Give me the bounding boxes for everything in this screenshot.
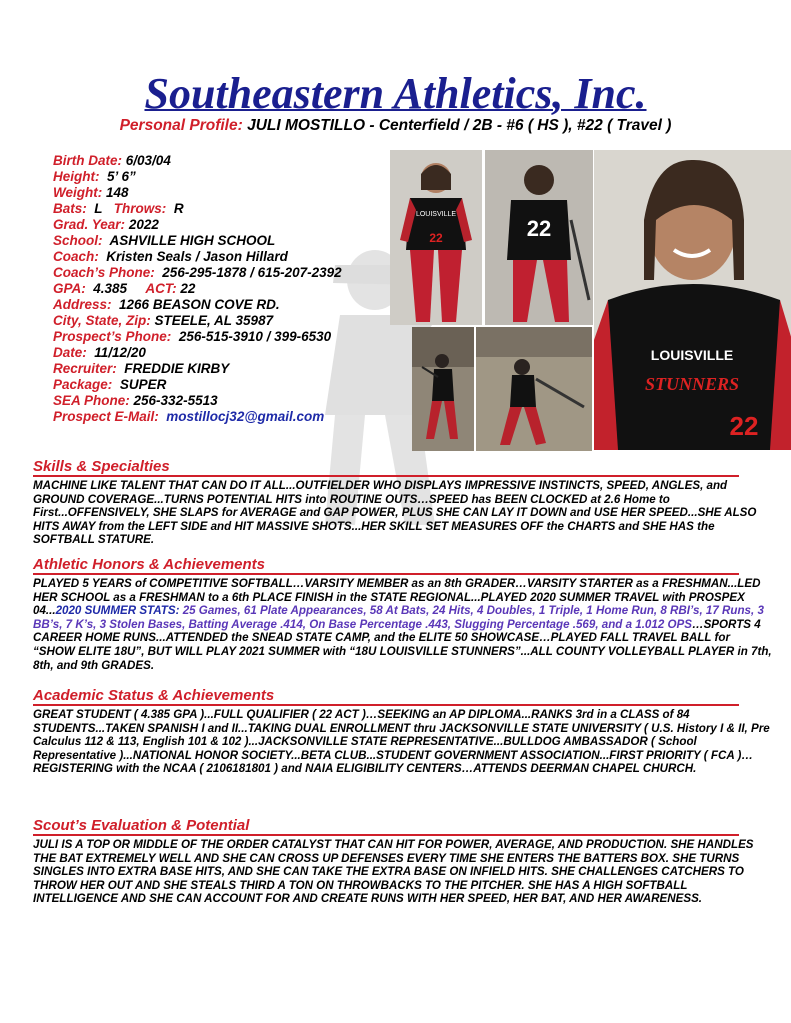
info-grad-year: Grad. Year: 2022 <box>53 217 159 232</box>
info-birth-date: Birth Date: 6/03/04 <box>53 153 171 168</box>
skills-body: MACHINE LIKE TALENT THAT CAN DO IT ALL...OUTFIELDER WHO DISPLAYS IMPRESSIVE INSTINCTS, SPEED, ANGLES, and GROUND COVERAGE...TURNS POTENTIAL HITS into ROUTINE OUTS…SPEED has BEEN CLOCKED at 2.6 Home to First...OFFENSIVELY, SHE SLAPS for AVERAGE and GAP POWER, PLUS SHE CAN LAY IT DOWN and USE HER SPEED...SHE ALSO HITS AWAY from the LEFT SIDE and HIT MASSIVE SHOTS...HER SKILL SET MEASURES OFF the CHARTS and SHE HAS the SOFTBALL STATURE. <box>33 479 757 547</box>
info-weight: Weight: 148 <box>53 185 129 200</box>
info-package: Package: SUPER <box>53 377 167 392</box>
profile-name: JULI MOSTILLO - Centerfield / 2B - #6 ( HS ), #22 ( Travel ) <box>247 117 672 134</box>
info-sea-phone: SEA Phone: 256-332-5513 <box>53 393 218 408</box>
athletic-body: PLAYED 5 YEARS of COMPETITIVE SOFTBALL…VARSITY MEMBER as an 8th GRADER…VARSITY STARTER as a FRESHMAN...LED HER SCHOOL as a FRESHMAN to a 6th PLACE FINISH in the STATE REGIONAL...PLAYED 2020 SUMMER TRAVEL with PROSPEX 04...2020 SUMMER STATS: 25 Games, 61 Plate Appearances, 58 At Bats, 24 Hits, 4 Doubles, 1 Triple, 1 Home Run, 8 RBI’s, 17 Runs, 3 BB’s, 7 K’s, 3 Stolen Bases, Batting Average .414, On Base Percentage .443, Slugging Percentage .569, and a 1.012 OPS…SPORTS 4 CAREER HOME RUNS...ATTENDED the SNEAD STATE CAMP, and the ELITE 50 SHOWCASE…PLAYED FALL TRAVEL BALL for “SHOW ELITE 18U”, BUT WILL PLAY 2021 SUMMER with “18U LOUISVILLE STUNNERS”...ALL COUNTY VOLLEYBALL PLAYER in 7th, 8th, and 9th GRADES. <box>33 577 772 672</box>
jersey-number-text: 22 <box>429 231 443 245</box>
info-school: School: ASHVILLE HIGH SCHOOL <box>53 233 276 248</box>
player-portrait <box>594 150 791 450</box>
player-action-photo-2 <box>476 327 592 451</box>
info-address: Address: 1266 BEASON COVE RD. <box>53 297 280 312</box>
info-date: Date: 11/12/20 <box>53 345 146 360</box>
info-bats-throws: Bats: L Throws: R <box>53 201 184 216</box>
profile-info <box>53 153 393 425</box>
player-photo-back <box>485 150 593 325</box>
page-title: Southeastern Athletics, Inc. <box>144 69 647 118</box>
email-link[interactable]: mostillocj32@gmail.com <box>166 409 325 424</box>
info-coach: Coach: Kristen Seals / Jason Hillard <box>53 249 288 264</box>
info-prospect-phone: Prospect’s Phone: 256-515-3910 / 399-6530 <box>53 329 332 344</box>
jersey-back-number: 22 <box>526 216 552 241</box>
skills-section <box>33 459 773 547</box>
info-coach-phone: Coach’s Phone: 256-295-1878 / 615-207-2392 <box>53 265 342 280</box>
jersey-team-name: LOUISVILLE <box>650 347 734 363</box>
info-gpa-act: GPA: 4.385 ACT: 22 <box>53 281 196 296</box>
academic-title: Academic Status & Achievements <box>33 688 739 706</box>
athletic-section <box>33 557 773 672</box>
summer-stats: 25 Games, 61 Plate Appearances, 58 At Bats, 24 Hits, 4 Doubles, 1 Triple, 1 Home Run, 8 RBI’s, 17 Runs, 3 BB’s, 7 K’s, 3 Stolen Bases, Batting Average .414, On Base Percentage .443, Slugging Percentage .569, and a 1.012 OPS <box>33 604 764 631</box>
athletic-title: Athletic Honors & Achievements <box>33 557 739 575</box>
jersey-front-number: 22 <box>729 411 759 441</box>
profile-label: Personal Profile: <box>119 117 243 134</box>
scout-body: JULI IS A TOP OR MIDDLE OF THE ORDER CATALYST THAT CAN HIT FOR POWER, AVERAGE, AND PRODUCTION. SHE HANDLES THE BAT EXTREMELY WELL AND SHE CAN CROSS UP DEFENSES EVERY TIME SHE ENTERS THE BATTERS BOX. SHE TURNS SINGLES INTO EXTRA BASE HITS, AND SHE CAN TAKE THE EXTRA BASE ON INFIELD HITS. SHE CHALLENGES CATCHERS TO THROW HER OUT AND SHE STEALS THIRD A TON ON THROWBACKS TO THE PITCHER. SHE HAS A HIGH SOFTBALL INTELLIGENCE AND SHE CAN ACCOUNT FOR AND CREATE RUNS WITH HER SPEED, HER BAT, AND HER AWARENESS. <box>33 838 754 906</box>
academic-body: GREAT STUDENT ( 4.385 GPA )...FULL QUALIFIER ( 22 ACT )…SEEKING an AP DIPLOMA...RANKS 3rd in a CLASS of 84 STUDENTS...TAKEN SPANISH I and II...TAKING DUAL ENROLLMENT thru JACKSONVILLE STATE UNIVERSITY ( U.S. History I & II, Pre Calculus 112 & 113, English 101 & 102 )...JACKSONVILLE STATE REPRESENTATIVE...BULLDOG AMBASSADOR ( School Representative )...NATIONAL HONOR SOCIETY...BETA CLUB...STUDENT GOVERNMENT ASSOCIATION...FIRST PRIORITY ( FCA )… REGISTERING with the NCAA ( 2106181801 ) and NAIA ELIGIBILITY CENTERS…ATTENDS DEERMAN CHAPEL CHURCH. <box>33 708 770 776</box>
profile-subtitle <box>0 117 791 135</box>
scout-title: Scout’s Evaluation & Potential <box>33 818 739 836</box>
jersey-team-text: LOUISVILLE <box>415 211 457 218</box>
info-recruiter: Recruiter: FREDDIE KIRBY <box>53 361 230 376</box>
jersey-team-script: STUNNERS <box>644 374 740 394</box>
info-email: Prospect E-Mail: mostillocj32@gmail.com <box>53 409 325 424</box>
player-photo-front <box>390 150 482 325</box>
info-height: Height: 5’ 6” <box>53 169 136 184</box>
skills-title: Skills & Specialties <box>33 459 739 477</box>
info-city-state-zip: City, State, Zip: STEELE, AL 35987 <box>53 313 274 328</box>
academic-section <box>33 688 773 776</box>
player-action-photo-1 <box>412 327 474 451</box>
scout-section <box>33 818 773 906</box>
summer-stats-label: 2020 SUMMER STATS: <box>55 604 180 618</box>
